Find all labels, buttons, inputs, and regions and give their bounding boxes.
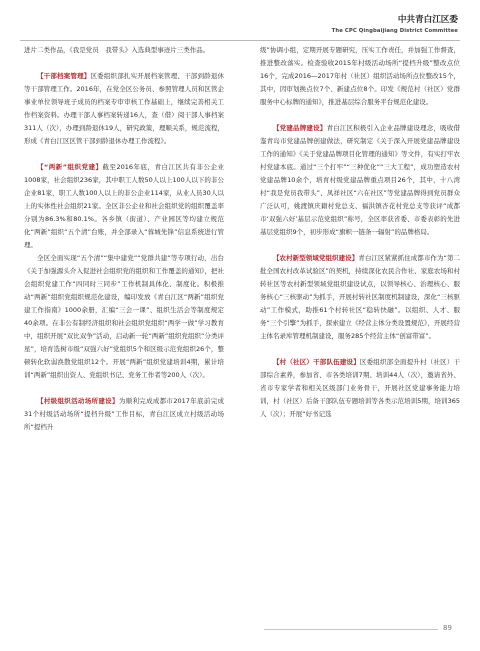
section-tag: 【村（社区）干部队伍建设】 (273, 358, 360, 366)
continued-paragraph: 级”协调小组，定期开展专题研究，压实工作责任，并加强工作督查，推进整改落实。检查验收2015年村级活动场所“提档升级”整改点位16个，完成2016—2017年村（社区）组织活动场所点位整改15个，其中，因审划换点位7个、新建点位8个。印发《规范村（社区）党群服务中心标牌的通知》，推进基层综合服务平台规范化建设。 (260, 46, 460, 106)
section-text-cont: 全区全面实现“五个清”“集中建党”“党群共建”等专项行动，出台《关于加强源头介入促进社会组织党的组织和工作覆盖的通知》，把社会组织党建工作“四同时三同步”工作机制具体化、制度化。积极推动“两新”组织党组织规范化建设，编印发放《青白江区“两新”组织党建工作指南》1000余册，汇编“三会一课”、组织生活会等制度规定40余项。在非公有制经济组织和社会组织党组织“两学一做”学习教育中，组织开展“双比双争”活动，启动新一轮“两新”组织党组织“分类评星”，培育选树市级“双强六好”党组织5个和区级示范党组织26个，整顿转化软弱涣散党组织12个。开展“两新”组织党建培训4期，累计培训“两新”组织出资人、党组织书记、党务工作者等200人（次）。 (24, 254, 224, 379)
section-text: 区委组织部扎实开展档案管理、干部到龄退休等干部管理工作。2016年，在党全区公务员、参照管理人员和区管企事业单位领导班子成员的档案专审审核工作基础上，继续完善相关工作档案资料。办理干部人事档案转递16人，查（借）阅干部人事档案311人（次），办理到龄退休19人，研究政策，理顺关系，规范流程，形成《青白江区区管干部到龄退休办理工作流程》。 (24, 72, 225, 145)
right-column (260, 44, 460, 421)
section-text: 截至2016年底，青白江区共有非公企业1008家，社会组织236家，其中职工人数50人以上100人以下的非公企业81家，职工人数100人以上的非公企业114家，从业人员30人以上的实体性社会组织21家。全区非公企业和社会组织党的组织覆盖率分别为86.3%和80.1%。各乡镇（街道）、产业园区等均建立规范化“两新”组织“五个清”台账，并全部录入“蓉城先锋”信息系统进行管理。 (24, 163, 225, 249)
section-text: 区委组织部全面提升村（社区）干部综合素养，参加省、市各类培训7期、培训44人（次），邀请省外、省市专家学者和相关区级部门业务骨干，开展社区党建事务能力培训，村（社区）后备干部队伍专题培训等各类示范培训5期，培训365人（次）；开展“好书记选 (260, 358, 461, 418)
intro-paragraph: 进片二类作品，《我是党员 我带头》入选典型事迹片三类作品。 (24, 46, 210, 54)
section-text: 青白江区积极引入企业品牌建设理念，吸收借鉴青岛市党建品牌创建做法，研究制定《关于深入开展党建品牌建设工作的通知》《关于党建品牌项目化管理的通知》等文件，有实打牢农村党建本底。通过“三个打牢”“三种优化”“三大工程”，成功塑造农村党建品牌10余个，培育村级党建品牌重点项目26个，其中，十八湾村“我是党员我带头”、凤祥社区“六在社区”等党建品牌得到党员群众广泛认可，姚渡镇庆籍村党总支、福洪镇杏花村党总支等获评“成都市‘双强六好’基层示范党组织”称号，全区率获省委、市委表彰的先进基层党组织9个，初步形成“旗帜一链条一辐射”的品牌格局。 (260, 124, 461, 236)
section-text: 为顺利完成成都市2017年底前完成31个村级活动场所“提档升级”工作目标，青白江区成立村级活动场所“提档升 (24, 397, 225, 431)
section-party-brand (260, 122, 460, 239)
section-cadre-archives (24, 70, 224, 148)
publication-title: 中共青白江区委 (397, 15, 458, 25)
section-tag: 【干部档案管理】 (37, 72, 91, 80)
footer-rule (264, 629, 438, 630)
section-tag: 【农村新型领域党组织建设】 (273, 254, 359, 262)
page-number: 89 (443, 624, 452, 632)
section-tag: 【村级组织活动场所建设】 (37, 397, 119, 405)
section-tag: 【党建品牌建设】 (273, 124, 327, 132)
section-rural-new-fields (260, 252, 460, 343)
section-village-cadres (260, 356, 460, 421)
header-rule (20, 40, 460, 41)
section-village-venues (24, 395, 224, 434)
publication-subtitle: The CPC Qingbaijiang District Committee (331, 28, 458, 34)
left-column (24, 44, 224, 434)
section-tag: 【“两新”组织党建】 (37, 163, 103, 171)
section-text: 青白江区紧紧抓住成都市作为“第二批全国农村改革试验区”的契机，持续深化农民合作社、家庭农场和村转社区等农村新型领域党组织建设试点，以领导核心、治理核心、服务核心“三核驱动”为抓手，开展村转社区制度机制建设，深化“三核驱动”工作模式，助推61个村转社区“稳转快融”。以组织、人才、服务“三个引擎”为抓手，探索建立《经营主体分类设置规范》，开展经营主体名录库管理机制建设，服务285个经营主体“创富带富”。 (260, 254, 461, 340)
section-two-new-orgs (24, 161, 224, 252)
